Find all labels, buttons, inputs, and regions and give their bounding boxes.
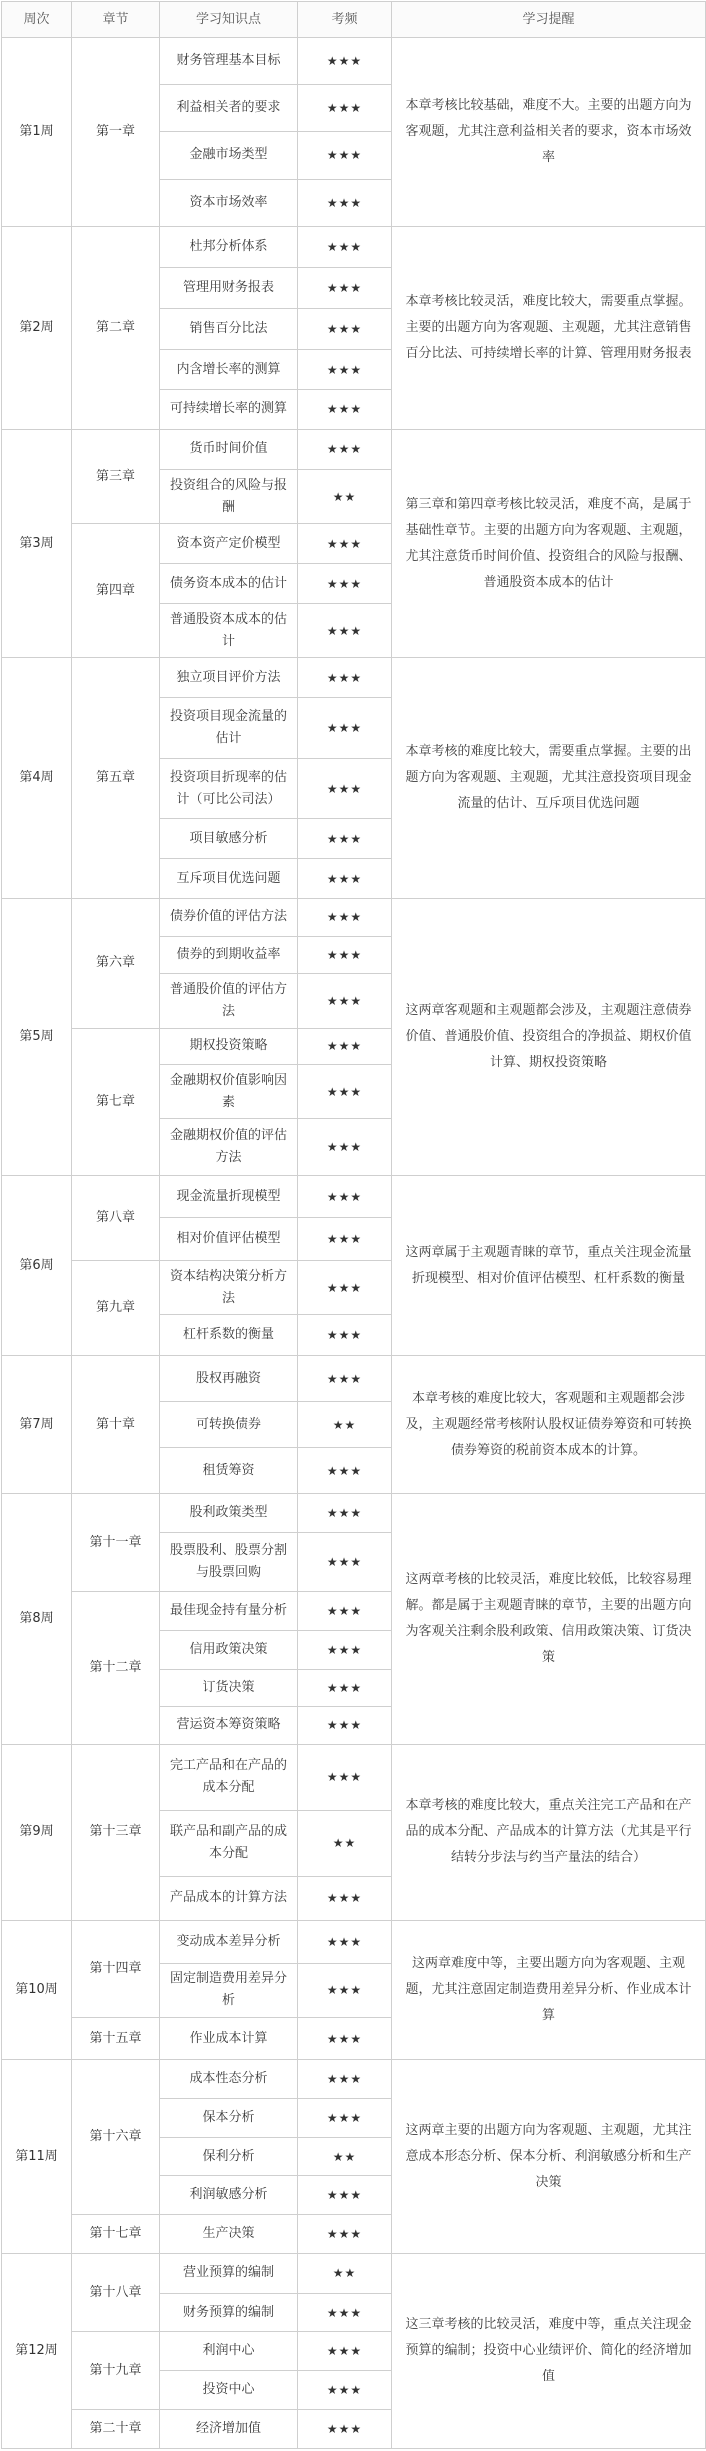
knowledge-point-cell: 债券价值的评估方法 — [160, 899, 298, 937]
study-tip-cell: 本章考核的难度比较大，重点关注完工产品和在产品的成本分配、产品成本的计算方法（尤其是平行结转分步法与约当产量法的结合） — [392, 1744, 706, 1921]
table-row — [2, 1356, 706, 1402]
frequency-stars: ★★★ — [298, 2060, 392, 2099]
week-cell: 第12周 — [2, 2253, 72, 2448]
frequency-stars: ★★★ — [298, 859, 392, 899]
knowledge-point-cell: 杜邦分析体系 — [160, 226, 298, 267]
header-row — [2, 2, 706, 38]
chapter-cell: 第一章 — [72, 38, 160, 227]
week-cell: 第10周 — [2, 1921, 72, 2060]
frequency-stars: ★★ — [298, 2253, 392, 2293]
week-cell: 第11周 — [2, 2060, 72, 2254]
study-tip-cell: 本章考核的难度比较大，客观题和主观题都会涉及，主观题经常考核附认股权证债券筹资和可转换债券筹资的税前资本成本的计算。 — [392, 1356, 706, 1494]
chapter-cell: 第十六章 — [72, 2060, 160, 2215]
frequency-stars: ★★★ — [298, 2409, 392, 2448]
knowledge-point-cell: 资本资产定价模型 — [160, 524, 298, 564]
study-tip-cell: 这两章客观题和主观题都会涉及，主观题注意债券价值、普通股价值、投资组合的净损益、期权价值计算、期权投资策略 — [392, 899, 706, 1176]
knowledge-point-cell: 内含增长率的测算 — [160, 350, 298, 390]
knowledge-point-cell: 股利政策类型 — [160, 1494, 298, 1533]
header-knowledge: 学习知识点 — [160, 2, 298, 38]
knowledge-point-cell: 利润中心 — [160, 2332, 298, 2371]
study-tip-cell: 这三章考核的比较灵活，难度中等，重点关注现金预算的编制；投资中心业绩评价、简化的经济增加值 — [392, 2253, 706, 2448]
frequency-stars: ★★ — [298, 2137, 392, 2176]
knowledge-point-cell: 金融市场类型 — [160, 132, 298, 179]
knowledge-point-cell: 现金流量折现模型 — [160, 1176, 298, 1218]
frequency-stars: ★★★ — [298, 2018, 392, 2060]
table-row — [2, 1494, 706, 1533]
knowledge-point-cell: 期权投资策略 — [160, 1028, 298, 1064]
chapter-cell: 第五章 — [72, 658, 160, 899]
week-cell: 第9周 — [2, 1744, 72, 1921]
table-row — [2, 1744, 706, 1811]
frequency-stars: ★★ — [298, 1811, 392, 1876]
knowledge-point-cell: 变动成本差异分析 — [160, 1921, 298, 1963]
knowledge-point-cell: 经济增加值 — [160, 2409, 298, 2448]
week-cell: 第4周 — [2, 658, 72, 899]
header-frequency: 考频 — [298, 2, 392, 38]
knowledge-point-cell: 销售百分比法 — [160, 308, 298, 349]
knowledge-point-cell: 投资组合的风险与报酬 — [160, 469, 298, 523]
knowledge-point-cell: 产品成本的计算方法 — [160, 1876, 298, 1921]
knowledge-point-cell: 财务管理基本目标 — [160, 38, 298, 85]
frequency-stars: ★★★ — [298, 1218, 392, 1260]
chapter-cell: 第十七章 — [72, 2215, 160, 2254]
knowledge-point-cell: 债务资本成本的估计 — [160, 564, 298, 604]
frequency-stars: ★★★ — [298, 658, 392, 698]
frequency-stars: ★★★ — [298, 350, 392, 390]
study-tip-cell: 这两章属于主观题青睐的章节，重点关注现金流量折现模型、相对价值评估模型、杠杆系数的衡量 — [392, 1176, 706, 1356]
knowledge-point-cell: 独立项目评价方法 — [160, 658, 298, 698]
frequency-stars: ★★★ — [298, 1315, 392, 1356]
table-row — [2, 2060, 706, 2099]
frequency-stars: ★★★ — [298, 2176, 392, 2215]
header-week: 周次 — [2, 2, 72, 38]
table-row — [2, 429, 706, 469]
frequency-stars: ★★★ — [298, 1176, 392, 1218]
knowledge-point-cell: 生产决策 — [160, 2215, 298, 2254]
knowledge-point-cell: 最佳现金持有量分析 — [160, 1592, 298, 1631]
table-row — [2, 226, 706, 267]
frequency-stars: ★★ — [298, 1402, 392, 1448]
frequency-stars: ★★★ — [298, 1876, 392, 1921]
table-row — [2, 658, 706, 698]
frequency-stars: ★★ — [298, 469, 392, 523]
knowledge-point-cell: 金融期权价值影响因素 — [160, 1064, 298, 1118]
knowledge-point-cell: 信用政策决策 — [160, 1630, 298, 1669]
knowledge-point-cell: 杠杆系数的衡量 — [160, 1315, 298, 1356]
frequency-stars: ★★★ — [298, 1532, 392, 1591]
knowledge-point-cell: 资本市场效率 — [160, 179, 298, 226]
frequency-stars: ★★★ — [298, 308, 392, 349]
study-tip-cell: 本章考核比较基础，难度不大。主要的出题方向为客观题，尤其注意利益相关者的要求，资本市场效率 — [392, 38, 706, 227]
knowledge-point-cell: 投资中心 — [160, 2371, 298, 2410]
table-row — [2, 1176, 706, 1218]
knowledge-point-cell: 保本分析 — [160, 2099, 298, 2138]
frequency-stars: ★★★ — [298, 698, 392, 758]
study-tip-cell: 本章考核的难度比较大，需要重点掌握。主要的出题方向为客观题、主观题，尤其注意投资项目现金流量的估计、互斥项目优选问题 — [392, 658, 706, 899]
frequency-stars: ★★★ — [298, 1260, 392, 1314]
frequency-stars: ★★★ — [298, 2099, 392, 2138]
chapter-cell: 第六章 — [72, 899, 160, 1028]
frequency-stars: ★★★ — [298, 1494, 392, 1533]
knowledge-point-cell: 保利分析 — [160, 2137, 298, 2176]
table-row — [2, 38, 706, 85]
chapter-cell: 第十三章 — [72, 1744, 160, 1921]
knowledge-point-cell: 作业成本计算 — [160, 2018, 298, 2060]
frequency-stars: ★★★ — [298, 1669, 392, 1707]
chapter-cell: 第十八章 — [72, 2253, 160, 2332]
knowledge-point-cell: 金融期权价值的评估方法 — [160, 1119, 298, 1176]
chapter-cell: 第九章 — [72, 1260, 160, 1356]
knowledge-point-cell: 资本结构决策分析方法 — [160, 1260, 298, 1314]
knowledge-point-cell: 可转换债券 — [160, 1402, 298, 1448]
knowledge-point-cell: 投资项目折现率的估计（可比公司法） — [160, 758, 298, 818]
knowledge-point-cell: 股权再融资 — [160, 1356, 298, 1402]
knowledge-point-cell: 联产品和副产品的成本分配 — [160, 1811, 298, 1876]
frequency-stars: ★★★ — [298, 604, 392, 658]
knowledge-point-cell: 相对价值评估模型 — [160, 1218, 298, 1260]
week-cell: 第2周 — [2, 226, 72, 429]
chapter-cell: 第十四章 — [72, 1921, 160, 2018]
frequency-stars: ★★★ — [298, 226, 392, 267]
week-cell: 第1周 — [2, 38, 72, 227]
frequency-stars: ★★★ — [298, 2215, 392, 2254]
knowledge-point-cell: 利润敏感分析 — [160, 2176, 298, 2215]
knowledge-point-cell: 固定制造费用差异分析 — [160, 1963, 298, 2017]
frequency-stars: ★★★ — [298, 819, 392, 859]
table-row — [2, 899, 706, 937]
knowledge-point-cell: 订货决策 — [160, 1669, 298, 1707]
knowledge-point-cell: 股票股利、股票分割与股票回购 — [160, 1532, 298, 1591]
frequency-stars: ★★★ — [298, 899, 392, 937]
knowledge-point-cell: 财务预算的编制 — [160, 2293, 298, 2332]
frequency-stars: ★★★ — [298, 1028, 392, 1064]
week-cell: 第3周 — [2, 429, 72, 658]
week-cell: 第8周 — [2, 1494, 72, 1744]
knowledge-point-cell: 利益相关者的要求 — [160, 85, 298, 132]
knowledge-point-cell: 租赁筹资 — [160, 1448, 298, 1494]
knowledge-point-cell: 可持续增长率的测算 — [160, 389, 298, 429]
frequency-stars: ★★★ — [298, 2293, 392, 2332]
frequency-stars: ★★★ — [298, 1064, 392, 1118]
frequency-stars: ★★★ — [298, 1630, 392, 1669]
frequency-stars: ★★★ — [298, 389, 392, 429]
study-plan-table — [1, 1, 706, 2449]
frequency-stars: ★★★ — [298, 1707, 392, 1745]
frequency-stars: ★★★ — [298, 1963, 392, 2017]
table-body — [2, 38, 706, 2449]
knowledge-point-cell: 互斥项目优选问题 — [160, 859, 298, 899]
table-row — [2, 1921, 706, 1963]
frequency-stars: ★★★ — [298, 1744, 392, 1811]
chapter-cell: 第十章 — [72, 1356, 160, 1494]
knowledge-point-cell: 项目敏感分析 — [160, 819, 298, 859]
chapter-cell: 第二章 — [72, 226, 160, 429]
week-cell: 第6周 — [2, 1176, 72, 1356]
study-tip-cell: 这两章主要的出题方向为客观题、主观题，尤其注意成本形态分析、保本分析、利润敏感分析和生产决策 — [392, 2060, 706, 2254]
frequency-stars: ★★★ — [298, 38, 392, 85]
knowledge-point-cell: 管理用财务报表 — [160, 267, 298, 308]
chapter-cell: 第十九章 — [72, 2332, 160, 2409]
study-tip-cell: 第三章和第四章考核比较灵活，难度不高，是属于基础性章节。主要的出题方向为客观题、主观题，尤其注意货币时间价值、投资组合的风险与报酬、普通股资本成本的估计 — [392, 429, 706, 658]
frequency-stars: ★★★ — [298, 85, 392, 132]
week-cell: 第7周 — [2, 1356, 72, 1494]
knowledge-point-cell: 营运资本筹资策略 — [160, 1707, 298, 1745]
knowledge-point-cell: 投资项目现金流量的估计 — [160, 698, 298, 758]
knowledge-point-cell: 债券的到期收益率 — [160, 936, 298, 974]
knowledge-point-cell: 普通股资本成本的估计 — [160, 604, 298, 658]
knowledge-point-cell: 营业预算的编制 — [160, 2253, 298, 2293]
study-tip-cell: 这两章考核的比较灵活，难度比较低，比较容易理解。都是属于主观题青睐的章节，主要的出题方向为客观关注剩余股利政策、信用政策决策、订货决策 — [392, 1494, 706, 1744]
frequency-stars: ★★★ — [298, 1592, 392, 1631]
knowledge-point-cell: 完工产品和在产品的成本分配 — [160, 1744, 298, 1811]
knowledge-point-cell: 普通股价值的评估方法 — [160, 974, 298, 1028]
frequency-stars: ★★★ — [298, 429, 392, 469]
frequency-stars: ★★★ — [298, 1448, 392, 1494]
chapter-cell: 第二十章 — [72, 2409, 160, 2448]
frequency-stars: ★★★ — [298, 1921, 392, 1963]
frequency-stars: ★★★ — [298, 1119, 392, 1176]
frequency-stars: ★★★ — [298, 524, 392, 564]
frequency-stars: ★★★ — [298, 2371, 392, 2410]
frequency-stars: ★★★ — [298, 267, 392, 308]
frequency-stars: ★★★ — [298, 179, 392, 226]
chapter-cell: 第四章 — [72, 524, 160, 658]
frequency-stars: ★★★ — [298, 564, 392, 604]
frequency-stars: ★★★ — [298, 132, 392, 179]
week-cell: 第5周 — [2, 899, 72, 1176]
table-row — [2, 2253, 706, 2293]
header-tip: 学习提醒 — [392, 2, 706, 38]
frequency-stars: ★★★ — [298, 2332, 392, 2371]
chapter-cell: 第十一章 — [72, 1494, 160, 1592]
chapter-cell: 第七章 — [72, 1028, 160, 1176]
frequency-stars: ★★★ — [298, 974, 392, 1028]
chapter-cell: 第八章 — [72, 1176, 160, 1261]
frequency-stars: ★★★ — [298, 936, 392, 974]
frequency-stars: ★★★ — [298, 758, 392, 818]
study-tip-cell: 本章考核比较灵活，难度比较大，需要重点掌握。主要的出题方向为客观题、主观题，尤其注意销售百分比法、可持续增长率的计算、管理用财务报表 — [392, 226, 706, 429]
knowledge-point-cell: 成本性态分析 — [160, 2060, 298, 2099]
frequency-stars: ★★★ — [298, 1356, 392, 1402]
chapter-cell: 第三章 — [72, 429, 160, 523]
chapter-cell: 第十二章 — [72, 1592, 160, 1744]
chapter-cell: 第十五章 — [72, 2018, 160, 2060]
header-chapter: 章节 — [72, 2, 160, 38]
knowledge-point-cell: 货币时间价值 — [160, 429, 298, 469]
study-tip-cell: 这两章难度中等，主要出题方向为客观题、主观题，尤其注意固定制造费用差异分析、作业成本计算 — [392, 1921, 706, 2060]
